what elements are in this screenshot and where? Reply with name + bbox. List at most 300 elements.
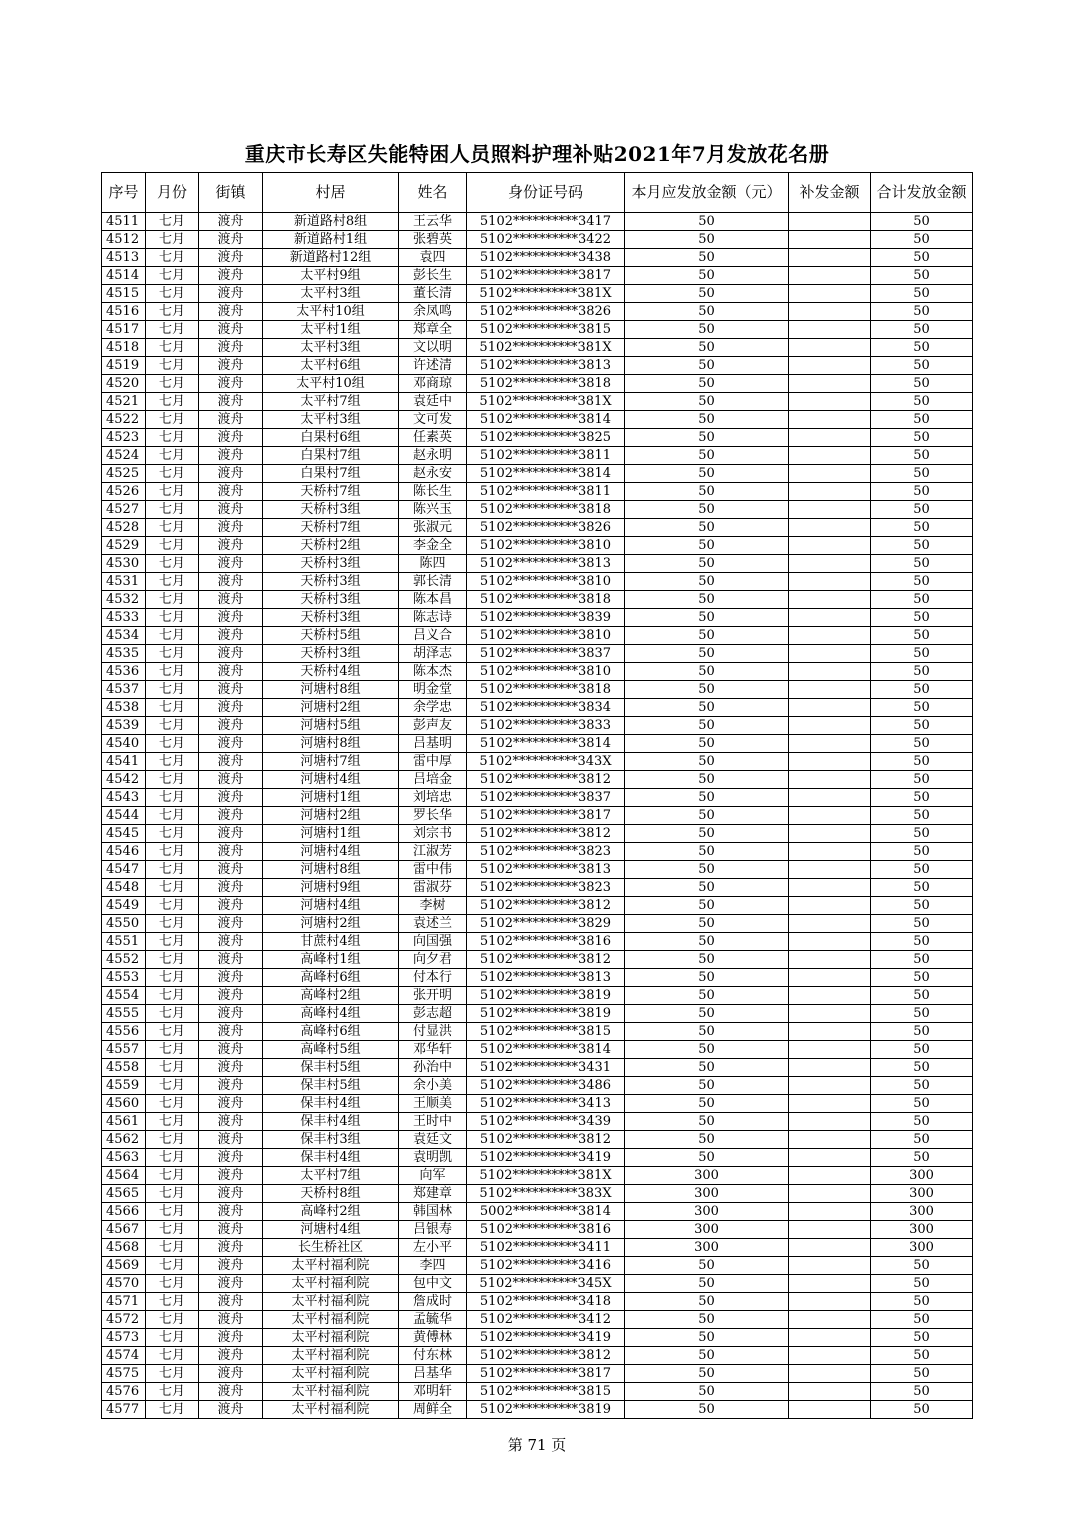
id-number-cell: 5102**********3417 — [467, 213, 625, 231]
name-cell: 彭长生 — [399, 267, 467, 285]
month-cell: 七月 — [146, 1329, 199, 1347]
id-number-cell: 5102**********3817 — [467, 267, 625, 285]
name-cell: 吕培金 — [399, 771, 467, 789]
table-row — [102, 483, 973, 501]
back-pay-cell — [789, 1329, 871, 1347]
table-row — [102, 789, 973, 807]
total-cell: 50 — [871, 843, 973, 861]
amount-due-cell: 50 — [625, 951, 789, 969]
total-cell: 50 — [871, 447, 973, 465]
id-number-cell: 5102**********3839 — [467, 609, 625, 627]
seq-cell: 4526 — [102, 483, 146, 501]
amount-due-cell: 50 — [625, 1131, 789, 1149]
amount-due-cell: 300 — [625, 1167, 789, 1185]
table-row — [102, 897, 973, 915]
id-number-cell: 5102**********3811 — [467, 447, 625, 465]
total-cell: 50 — [871, 1113, 973, 1131]
town-cell: 渡舟 — [199, 1005, 263, 1023]
back-pay-cell — [789, 681, 871, 699]
town-cell: 渡舟 — [199, 753, 263, 771]
table-header-row — [102, 173, 973, 213]
name-cell: 彭声友 — [399, 717, 467, 735]
seq-cell: 4544 — [102, 807, 146, 825]
table-row — [102, 681, 973, 699]
amount-due-cell: 50 — [625, 627, 789, 645]
town-cell: 渡舟 — [199, 1113, 263, 1131]
back-pay-cell — [789, 897, 871, 915]
table-row — [102, 1095, 973, 1113]
village-cell: 天桥村3组 — [263, 573, 399, 591]
town-cell: 渡舟 — [199, 1149, 263, 1167]
seq-cell: 4528 — [102, 519, 146, 537]
back-pay-cell — [789, 1293, 871, 1311]
name-cell: 明金堂 — [399, 681, 467, 699]
month-cell: 七月 — [146, 1131, 199, 1149]
town-cell: 渡舟 — [199, 861, 263, 879]
name-cell: 余小美 — [399, 1077, 467, 1095]
id-number-cell: 5102**********3818 — [467, 501, 625, 519]
town-cell: 渡舟 — [199, 609, 263, 627]
back-pay-cell — [789, 591, 871, 609]
town-cell: 渡舟 — [199, 1095, 263, 1113]
seq-cell: 4550 — [102, 915, 146, 933]
amount-due-cell: 50 — [625, 249, 789, 267]
town-cell: 渡舟 — [199, 483, 263, 501]
amount-due-cell: 50 — [625, 573, 789, 591]
table-row — [102, 1113, 973, 1131]
name-cell: 王顺美 — [399, 1095, 467, 1113]
back-pay-cell — [789, 501, 871, 519]
id-number-cell: 5102**********3815 — [467, 1023, 625, 1041]
town-cell: 渡舟 — [199, 987, 263, 1005]
total-cell: 50 — [871, 1383, 973, 1401]
name-cell: 陈本昌 — [399, 591, 467, 609]
total-cell: 50 — [871, 213, 973, 231]
total-cell: 300 — [871, 1167, 973, 1185]
village-cell: 太平村3组 — [263, 285, 399, 303]
table-row — [102, 339, 973, 357]
seq-cell: 4552 — [102, 951, 146, 969]
back-pay-cell — [789, 951, 871, 969]
total-cell: 50 — [871, 1023, 973, 1041]
amount-due-cell: 50 — [625, 1077, 789, 1095]
amount-due-cell: 50 — [625, 483, 789, 501]
village-cell: 天桥村5组 — [263, 627, 399, 645]
town-cell: 渡舟 — [199, 375, 263, 393]
village-cell: 河塘村2组 — [263, 699, 399, 717]
village-cell: 太平村福利院 — [263, 1275, 399, 1293]
seq-cell: 4560 — [102, 1095, 146, 1113]
village-cell: 河塘村4组 — [263, 771, 399, 789]
amount-due-cell: 50 — [625, 771, 789, 789]
id-number-cell: 5102**********3817 — [467, 807, 625, 825]
table-row — [102, 699, 973, 717]
village-cell: 河塘村7组 — [263, 753, 399, 771]
village-cell: 河塘村5组 — [263, 717, 399, 735]
total-cell: 50 — [871, 1275, 973, 1293]
town-cell: 渡舟 — [199, 1203, 263, 1221]
table-body — [102, 213, 973, 1419]
back-pay-cell — [789, 519, 871, 537]
month-cell: 七月 — [146, 1221, 199, 1239]
village-cell: 保丰村4组 — [263, 1149, 399, 1167]
village-cell: 太平村福利院 — [263, 1401, 399, 1419]
month-cell: 七月 — [146, 951, 199, 969]
amount-due-cell: 50 — [625, 1059, 789, 1077]
id-number-cell: 5102**********3837 — [467, 789, 625, 807]
town-cell: 渡舟 — [199, 681, 263, 699]
amount-due-cell: 50 — [625, 411, 789, 429]
month-cell: 七月 — [146, 645, 199, 663]
table-row — [102, 1293, 973, 1311]
village-cell: 天桥村7组 — [263, 519, 399, 537]
village-cell: 天桥村3组 — [263, 609, 399, 627]
amount-due-cell: 50 — [625, 357, 789, 375]
village-cell: 天桥村7组 — [263, 483, 399, 501]
total-cell: 50 — [871, 681, 973, 699]
total-cell: 50 — [871, 825, 973, 843]
village-cell: 河塘村8组 — [263, 735, 399, 753]
id-number-cell: 5102**********3837 — [467, 645, 625, 663]
month-cell: 七月 — [146, 375, 199, 393]
month-cell: 七月 — [146, 969, 199, 987]
town-cell: 渡舟 — [199, 1131, 263, 1149]
total-cell: 50 — [871, 627, 973, 645]
village-cell: 太平村福利院 — [263, 1347, 399, 1365]
back-pay-cell — [789, 1149, 871, 1167]
name-cell: 付本行 — [399, 969, 467, 987]
village-cell: 保丰村4组 — [263, 1113, 399, 1131]
column-header-amount-due: 本月应发放金额（元） — [625, 173, 789, 213]
village-cell: 高峰村6组 — [263, 1023, 399, 1041]
id-number-cell: 5102**********3813 — [467, 357, 625, 375]
month-cell: 七月 — [146, 915, 199, 933]
seq-cell: 4533 — [102, 609, 146, 627]
town-cell: 渡舟 — [199, 717, 263, 735]
table-row — [102, 555, 973, 573]
total-cell: 50 — [871, 771, 973, 789]
id-number-cell: 5102**********3814 — [467, 735, 625, 753]
amount-due-cell: 50 — [625, 663, 789, 681]
name-cell: 李树 — [399, 897, 467, 915]
name-cell: 彭志超 — [399, 1005, 467, 1023]
name-cell: 雷淑芬 — [399, 879, 467, 897]
village-cell: 河塘村1组 — [263, 825, 399, 843]
name-cell: 邓明轩 — [399, 1383, 467, 1401]
seq-cell: 4569 — [102, 1257, 146, 1275]
total-cell: 50 — [871, 1005, 973, 1023]
village-cell: 保丰村5组 — [263, 1077, 399, 1095]
back-pay-cell — [789, 879, 871, 897]
seq-cell: 4557 — [102, 1041, 146, 1059]
month-cell: 七月 — [146, 357, 199, 375]
total-cell: 50 — [871, 501, 973, 519]
village-cell: 新道路村12组 — [263, 249, 399, 267]
month-cell: 七月 — [146, 429, 199, 447]
seq-cell: 4543 — [102, 789, 146, 807]
seq-cell: 4521 — [102, 393, 146, 411]
amount-due-cell: 50 — [625, 519, 789, 537]
total-cell: 50 — [871, 411, 973, 429]
table-row — [102, 1131, 973, 1149]
seq-cell: 4527 — [102, 501, 146, 519]
village-cell: 新道路村8组 — [263, 213, 399, 231]
id-number-cell: 5102**********3815 — [467, 321, 625, 339]
total-cell: 50 — [871, 1095, 973, 1113]
back-pay-cell — [789, 825, 871, 843]
amount-due-cell: 50 — [625, 1095, 789, 1113]
town-cell: 渡舟 — [199, 555, 263, 573]
id-number-cell: 5102**********3818 — [467, 681, 625, 699]
town-cell: 渡舟 — [199, 879, 263, 897]
town-cell: 渡舟 — [199, 1365, 263, 1383]
name-cell: 吕银寿 — [399, 1221, 467, 1239]
back-pay-cell — [789, 249, 871, 267]
month-cell: 七月 — [146, 555, 199, 573]
back-pay-cell — [789, 915, 871, 933]
name-cell: 韩国林 — [399, 1203, 467, 1221]
name-cell: 付显洪 — [399, 1023, 467, 1041]
table-row — [102, 753, 973, 771]
amount-due-cell: 50 — [625, 807, 789, 825]
month-cell: 七月 — [146, 321, 199, 339]
seq-cell: 4546 — [102, 843, 146, 861]
amount-due-cell: 50 — [625, 825, 789, 843]
table-row — [102, 231, 973, 249]
month-cell: 七月 — [146, 1167, 199, 1185]
id-number-cell: 5102**********3416 — [467, 1257, 625, 1275]
month-cell: 七月 — [146, 663, 199, 681]
amount-due-cell: 50 — [625, 915, 789, 933]
name-cell: 向军 — [399, 1167, 467, 1185]
month-cell: 七月 — [146, 483, 199, 501]
name-cell: 王云华 — [399, 213, 467, 231]
total-cell: 50 — [871, 573, 973, 591]
month-cell: 七月 — [146, 771, 199, 789]
table-row — [102, 1275, 973, 1293]
id-number-cell: 5102**********3812 — [467, 951, 625, 969]
back-pay-cell — [789, 357, 871, 375]
table-row — [102, 1257, 973, 1275]
id-number-cell: 5102**********3811 — [467, 483, 625, 501]
id-number-cell: 5102**********3818 — [467, 375, 625, 393]
total-cell: 50 — [871, 915, 973, 933]
table-row — [102, 1401, 973, 1419]
total-cell: 50 — [871, 1131, 973, 1149]
table-row — [102, 807, 973, 825]
back-pay-cell — [789, 1005, 871, 1023]
total-cell: 50 — [871, 861, 973, 879]
town-cell: 渡舟 — [199, 735, 263, 753]
name-cell: 袁述兰 — [399, 915, 467, 933]
village-cell: 天桥村3组 — [263, 591, 399, 609]
seq-cell: 4561 — [102, 1113, 146, 1131]
id-number-cell: 5102**********3819 — [467, 1401, 625, 1419]
back-pay-cell — [789, 645, 871, 663]
back-pay-cell — [789, 231, 871, 249]
seq-cell: 4570 — [102, 1275, 146, 1293]
town-cell: 渡舟 — [199, 627, 263, 645]
name-cell: 刘宗书 — [399, 825, 467, 843]
village-cell: 天桥村4组 — [263, 663, 399, 681]
name-cell: 陈志诗 — [399, 609, 467, 627]
table-row — [102, 429, 973, 447]
seq-cell: 4547 — [102, 861, 146, 879]
town-cell: 渡舟 — [199, 285, 263, 303]
name-cell: 胡泽志 — [399, 645, 467, 663]
amount-due-cell: 50 — [625, 699, 789, 717]
month-cell: 七月 — [146, 681, 199, 699]
seq-cell: 4567 — [102, 1221, 146, 1239]
table-row — [102, 1023, 973, 1041]
seq-cell: 4577 — [102, 1401, 146, 1419]
table-row — [102, 861, 973, 879]
table-row — [102, 879, 973, 897]
village-cell: 河塘村8组 — [263, 861, 399, 879]
back-pay-cell — [789, 789, 871, 807]
month-cell: 七月 — [146, 591, 199, 609]
id-number-cell: 5002**********3814 — [467, 1203, 625, 1221]
amount-due-cell: 50 — [625, 609, 789, 627]
name-cell: 雷中伟 — [399, 861, 467, 879]
town-cell: 渡舟 — [199, 663, 263, 681]
back-pay-cell — [789, 843, 871, 861]
village-cell: 太平村9组 — [263, 267, 399, 285]
month-cell: 七月 — [146, 843, 199, 861]
village-cell: 河塘村4组 — [263, 843, 399, 861]
town-cell: 渡舟 — [199, 915, 263, 933]
seq-cell: 4522 — [102, 411, 146, 429]
town-cell: 渡舟 — [199, 1023, 263, 1041]
village-cell: 太平村1组 — [263, 321, 399, 339]
table-row — [102, 1203, 973, 1221]
table-row — [102, 1383, 973, 1401]
name-cell: 陈四 — [399, 555, 467, 573]
back-pay-cell — [789, 969, 871, 987]
seq-cell: 4571 — [102, 1293, 146, 1311]
name-cell: 向国强 — [399, 933, 467, 951]
column-header-seq: 序号 — [102, 173, 146, 213]
back-pay-cell — [789, 1131, 871, 1149]
month-cell: 七月 — [146, 339, 199, 357]
seq-cell: 4523 — [102, 429, 146, 447]
table-row — [102, 1221, 973, 1239]
column-header-town: 街镇 — [199, 173, 263, 213]
town-cell: 渡舟 — [199, 933, 263, 951]
total-cell: 50 — [871, 663, 973, 681]
village-cell: 天桥村8组 — [263, 1185, 399, 1203]
town-cell: 渡舟 — [199, 1293, 263, 1311]
town-cell: 渡舟 — [199, 393, 263, 411]
total-cell: 300 — [871, 1203, 973, 1221]
total-cell: 50 — [871, 1347, 973, 1365]
id-number-cell: 5102**********3812 — [467, 897, 625, 915]
village-cell: 太平村3组 — [263, 411, 399, 429]
town-cell: 渡舟 — [199, 321, 263, 339]
name-cell: 文可发 — [399, 411, 467, 429]
table-row — [102, 249, 973, 267]
total-cell: 50 — [871, 357, 973, 375]
total-cell: 50 — [871, 789, 973, 807]
id-number-cell: 5102**********3826 — [467, 303, 625, 321]
town-cell: 渡舟 — [199, 1077, 263, 1095]
name-cell: 余学忠 — [399, 699, 467, 717]
amount-due-cell: 50 — [625, 321, 789, 339]
town-cell: 渡舟 — [199, 1221, 263, 1239]
village-cell: 保丰村5组 — [263, 1059, 399, 1077]
town-cell: 渡舟 — [199, 1383, 263, 1401]
town-cell: 渡舟 — [199, 1311, 263, 1329]
month-cell: 七月 — [146, 1095, 199, 1113]
amount-due-cell: 50 — [625, 537, 789, 555]
back-pay-cell — [789, 303, 871, 321]
amount-due-cell: 50 — [625, 1347, 789, 1365]
back-pay-cell — [789, 1041, 871, 1059]
total-cell: 50 — [871, 393, 973, 411]
name-cell: 陈长生 — [399, 483, 467, 501]
column-header-total: 合计发放金额 — [871, 173, 973, 213]
table-row — [102, 1149, 973, 1167]
id-number-cell: 5102**********381X — [467, 1167, 625, 1185]
id-number-cell: 5102**********3826 — [467, 519, 625, 537]
back-pay-cell — [789, 609, 871, 627]
id-number-cell: 5102**********3418 — [467, 1293, 625, 1311]
amount-due-cell: 50 — [625, 753, 789, 771]
month-cell: 七月 — [146, 1005, 199, 1023]
id-number-cell: 5102**********381X — [467, 339, 625, 357]
back-pay-cell — [789, 1023, 871, 1041]
seq-cell: 4541 — [102, 753, 146, 771]
table-row — [102, 1365, 973, 1383]
back-pay-cell — [789, 717, 871, 735]
total-cell: 50 — [871, 321, 973, 339]
amount-due-cell: 50 — [625, 843, 789, 861]
name-cell: 郭长清 — [399, 573, 467, 591]
village-cell: 太平村6组 — [263, 357, 399, 375]
page-title: 重庆市长寿区失能特困人员照料护理补贴2021年7月发放花名册 — [244, 142, 830, 166]
id-number-cell: 5102**********3812 — [467, 1131, 625, 1149]
id-number-cell: 5102**********381X — [467, 285, 625, 303]
id-number-cell: 5102**********3815 — [467, 1383, 625, 1401]
total-cell: 50 — [871, 1365, 973, 1383]
page-number: 第 71 页 — [507, 1436, 567, 1454]
name-cell: 袁四 — [399, 249, 467, 267]
seq-cell: 4563 — [102, 1149, 146, 1167]
amount-due-cell: 50 — [625, 879, 789, 897]
seq-cell: 4562 — [102, 1131, 146, 1149]
table-row — [102, 1347, 973, 1365]
name-cell: 左小平 — [399, 1239, 467, 1257]
id-number-cell: 5102**********3412 — [467, 1311, 625, 1329]
name-cell: 袁明凯 — [399, 1149, 467, 1167]
town-cell: 渡舟 — [199, 1185, 263, 1203]
village-cell: 太平村福利院 — [263, 1257, 399, 1275]
month-cell: 七月 — [146, 1149, 199, 1167]
total-cell: 50 — [871, 987, 973, 1005]
town-cell: 渡舟 — [199, 1041, 263, 1059]
village-cell: 太平村福利院 — [263, 1329, 399, 1347]
amount-due-cell: 50 — [625, 429, 789, 447]
month-cell: 七月 — [146, 519, 199, 537]
month-cell: 七月 — [146, 933, 199, 951]
id-number-cell: 5102**********3812 — [467, 825, 625, 843]
amount-due-cell: 50 — [625, 789, 789, 807]
month-cell: 七月 — [146, 285, 199, 303]
amount-due-cell: 50 — [625, 897, 789, 915]
town-cell: 渡舟 — [199, 1167, 263, 1185]
month-cell: 七月 — [146, 861, 199, 879]
table-row — [102, 1167, 973, 1185]
